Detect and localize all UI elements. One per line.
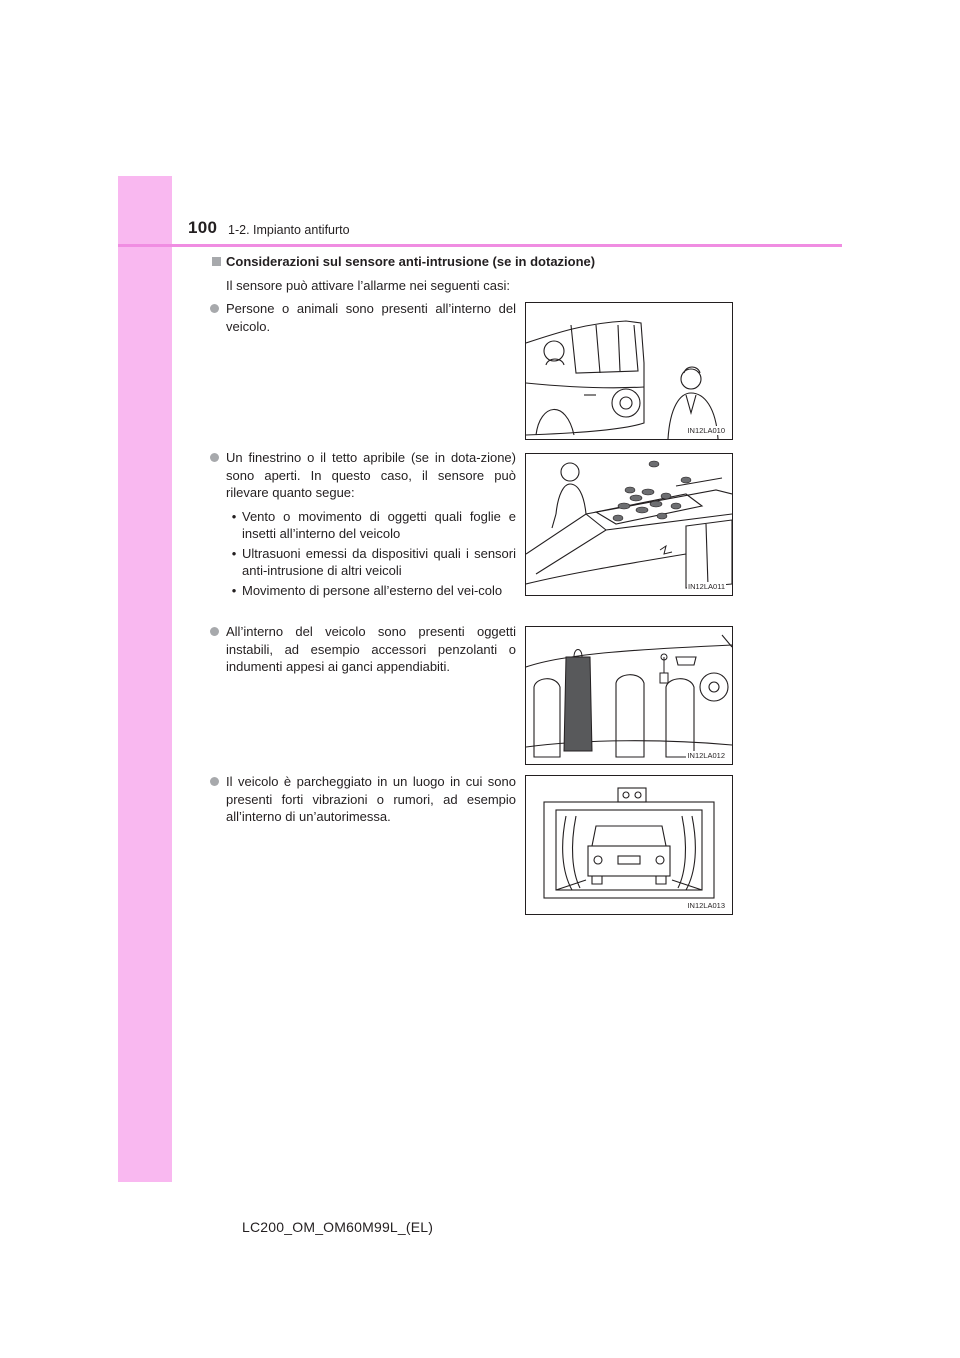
list-item — [210, 623, 516, 676]
item-text: Un finestrino o il tetto apribile (se in dota-zione) sono aperti. In questo caso, il sensore può rilevare quanto segue: — [226, 450, 516, 500]
item-text: All’interno del veicolo sono presenti oggetti instabili, ad esempio accessori penzolanti o indumenti appesi ai ganci appendiabiti. — [226, 624, 516, 674]
round-bullet-icon — [210, 777, 219, 786]
figure-code: IN12LA011 — [688, 582, 725, 591]
list-item — [210, 773, 516, 826]
round-bullet-icon — [210, 453, 219, 462]
figure-person-in-car — [525, 302, 733, 440]
side-tab-band — [118, 176, 172, 1182]
square-bullet-icon — [212, 257, 221, 266]
sub-list-item: • Ultrasuoni emessi da dispositivi quali i sensori anti-intrusione di altri veicoli — [231, 545, 516, 578]
item-text: Il veicolo è parcheggiato in un luogo in cui sono presenti forti vibrazioni o rumori, ad esempio all’interno di un’autorimessa. — [226, 774, 516, 824]
figure-code: IN12LA010 — [687, 426, 725, 435]
car-wash-garage-illustration — [526, 776, 732, 914]
sub-list-item: • Movimento di persone all’esterno del vei-colo — [231, 582, 503, 598]
round-bullet-icon — [210, 304, 219, 313]
figure-hanging-objects — [525, 626, 733, 765]
section-title: 1-2. Impianto antifurto — [228, 223, 350, 237]
figure-code: IN12LA013 — [687, 901, 725, 910]
heading-text: Considerazioni sul sensore anti-intrusione (se in dotazione) — [226, 254, 596, 269]
header-rule — [118, 244, 842, 247]
figure-car-wash — [525, 775, 733, 915]
figure-open-sunroof — [525, 453, 733, 596]
list-item — [210, 449, 516, 601]
item-text: Persone o animali sono presenti all’interno del veicolo. — [226, 301, 516, 334]
intro-text: Il sensore può attivare l’allarme nei seguenti casi: — [226, 278, 510, 293]
open-sunroof-leaves-illustration — [526, 454, 732, 595]
footer-model-code: LC200_OM_OM60M99L_(EL) — [242, 1219, 434, 1235]
sub-list-item: • Vento o movimento di oggetti quali foglie e insetti all’interno del veicolo — [231, 508, 516, 541]
page-number: 100 — [188, 218, 218, 237]
person-in-car-illustration — [526, 303, 732, 439]
figure-code: IN12LA012 — [687, 751, 725, 760]
sub-list — [226, 508, 516, 600]
round-bullet-icon — [210, 627, 219, 636]
hanging-objects-interior-illustration — [526, 627, 732, 764]
list-item — [210, 300, 516, 335]
section-heading — [212, 254, 595, 269]
